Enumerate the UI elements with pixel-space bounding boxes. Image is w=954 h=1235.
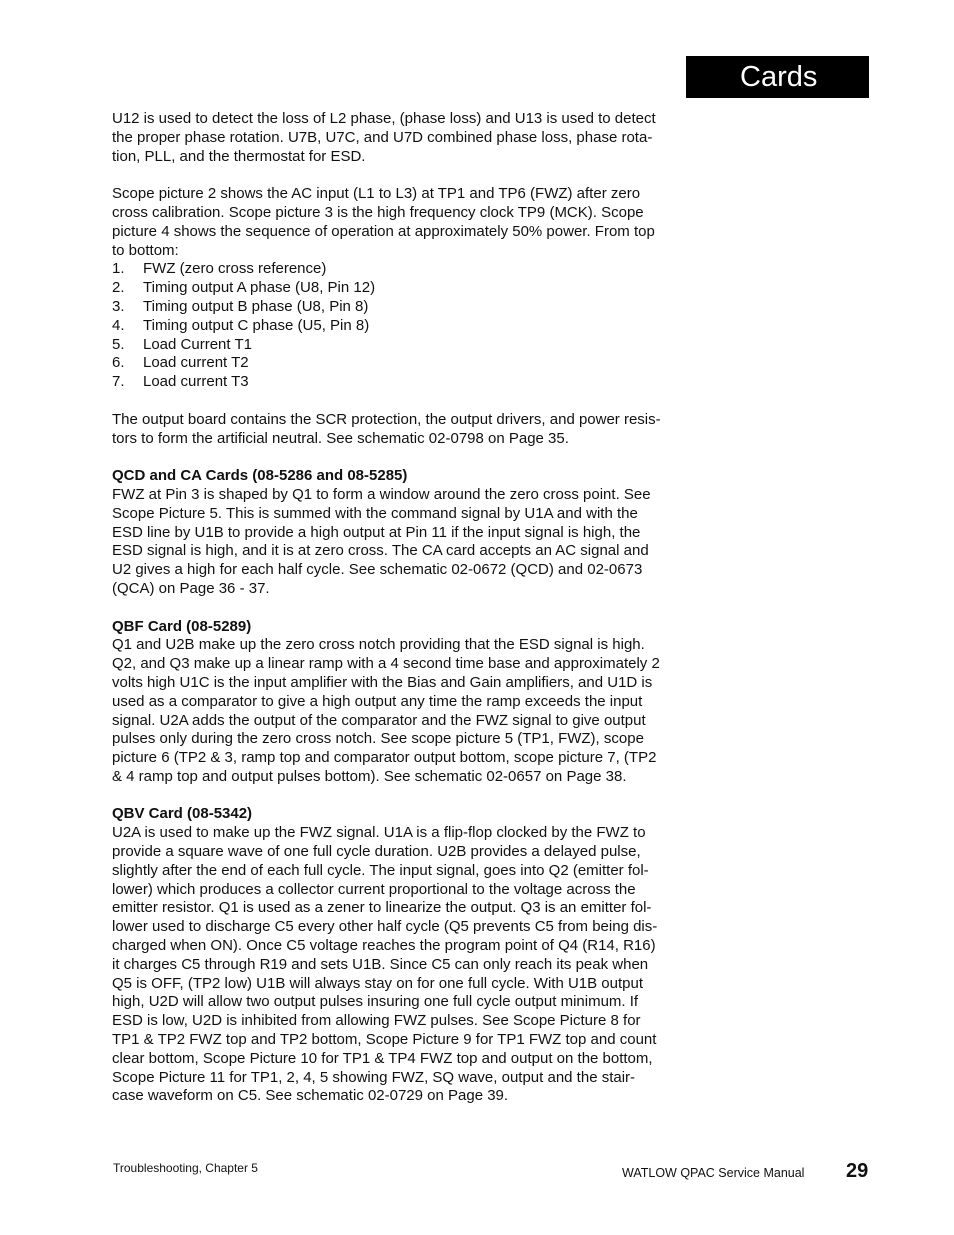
intro-paragraph-3 — [112, 411, 688, 449]
text-line: tors to form the artificial neutral. See schematic 02-0798 on Page 35. — [112, 429, 569, 447]
text-line: clear bottom, Scope Picture 10 for TP1 & TP4 FWZ top and output on the bottom, — [112, 1049, 653, 1067]
text-line: pulses only during the zero cross notch. See scope picture 5 (TP1, FWZ), scope — [112, 730, 644, 748]
section-heading: QCD and CA Cards (08-5286 and 08-5285) — [112, 467, 408, 485]
footer-chapter: Troubleshooting, Chapter 5 — [113, 1161, 258, 1175]
list-number: 6. — [112, 354, 125, 372]
text-line: volts high U1C is the input amplifier with the Bias and Gain amplifiers, and U1D is — [112, 673, 653, 691]
text-line: ESD line by U1B to provide a high output at Pin 11 if the input signal is high, the — [112, 523, 641, 541]
list-text: Timing output B phase (U8, Pin 8) — [143, 297, 369, 315]
list-item — [112, 354, 688, 373]
list-number: 1. — [112, 260, 125, 278]
list-number: 3. — [112, 297, 125, 315]
intro-paragraph-1 — [112, 110, 688, 166]
text-line: provide a square wave of one full cycle duration. U2B provides a delayed pulse, — [112, 843, 641, 861]
text-line: Scope Picture 5. This is summed with the command signal by U1A and with the — [112, 504, 638, 522]
intro-paragraph-2 — [112, 185, 688, 260]
text-line: to bottom: — [112, 241, 179, 259]
text-line: it charges C5 through R19 and sets U1B. Since C5 can only reach its peak when — [112, 955, 649, 973]
list-text: Load current T2 — [143, 354, 249, 372]
section-paragraph — [112, 824, 688, 1106]
list-item — [112, 336, 688, 355]
list-item — [112, 373, 688, 392]
footer-manual-title: WATLOW QPAC Service Manual — [622, 1166, 805, 1180]
text-line: case waveform on C5. See schematic 02-0729 on Page 39. — [112, 1087, 509, 1105]
text-line: high, U2D will allow two output pulses insuring one full cycle output minimum. If — [112, 993, 639, 1011]
list-number: 5. — [112, 335, 125, 353]
text-line: & 4 ramp top and output pulses bottom). See schematic 02-0657 on Page 38. — [112, 767, 627, 785]
text-line: charged when ON). Once C5 voltage reaches the program point of Q4 (R14, R16) — [112, 937, 656, 955]
section-qbv — [112, 805, 688, 1106]
list-text: FWZ (zero cross reference) — [143, 260, 327, 278]
text-line: used as a comparator to give a high output any time the ramp exceeds the input — [112, 692, 643, 710]
text-line: picture 6 (TP2 & 3, ramp top and comparator output bottom, scope picture 7, (TP2 — [112, 749, 657, 767]
text-line: tion, PLL, and the thermostat for ESD. — [112, 147, 366, 165]
section-qbf — [112, 618, 688, 787]
list-item — [112, 279, 688, 298]
text-line: slightly after the end of each full cycle. The input signal, goes into Q2 (emitter fol- — [112, 861, 649, 879]
page-number: 29 — [846, 1160, 869, 1182]
section-qcd-ca — [112, 467, 688, 599]
text-line: cross calibration. Scope picture 3 is the high frequency clock TP9 (MCK). Scope — [112, 203, 644, 221]
text-line: ESD signal is high, and it is at zero cross. The CA card accepts an AC signal and — [112, 542, 649, 560]
text-line: Q1 and U2B make up the zero cross notch providing that the ESD signal is high. — [112, 636, 645, 654]
list-text: Timing output A phase (U8, Pin 12) — [143, 279, 376, 297]
text-line: TP1 & TP2 FWZ top and TP2 bottom, Scope Picture 9 for TP1 FWZ top and count — [112, 1031, 657, 1049]
list-text: Load Current T1 — [143, 335, 252, 353]
text-line: Q5 is OFF, (TP2 low) U1B will always stay on for one full cycle. With U1B output — [112, 974, 644, 992]
text-line: The output board contains the SCR protection, the output drivers, and power resis- — [112, 410, 661, 428]
section-paragraph — [112, 636, 688, 786]
text-line: signal. U2A adds the output of the comparator and the FWZ signal to give output — [112, 711, 646, 729]
text-line: Q2, and Q3 make up a linear ramp with a 4 second time base and approximately 2 — [112, 655, 660, 673]
list-number: 2. — [112, 279, 125, 297]
text-line: FWZ at Pin 3 is shaped by Q1 to form a window around the zero cross point. See — [112, 485, 651, 503]
sequence-list — [112, 260, 688, 392]
text-line: emitter resistor. Q1 is used as a zener to linearize the output. Q3 is an emitter fol- — [112, 899, 652, 917]
text-line: the proper phase rotation. U7B, U7C, and U7D combined phase loss, phase rota- — [112, 128, 653, 146]
list-text: Timing output C phase (U5, Pin 8) — [143, 316, 370, 334]
section-heading: QBV Card (08-5342) — [112, 805, 253, 823]
text-line: U12 is used to detect the loss of L2 phase, (phase loss) and U13 is used to detect — [112, 110, 656, 127]
text-line: picture 4 shows the sequence of operation at approximately 50% power. From top — [112, 222, 655, 240]
list-number: 4. — [112, 316, 125, 334]
text-line: lower used to discharge C5 every other half cycle (Q5 prevents C5 from being dis- — [112, 918, 658, 936]
list-item — [112, 298, 688, 317]
text-line: lower) which produces a collector current proportional to the voltage across the — [112, 880, 636, 898]
section-title-tab: Cards — [686, 56, 869, 98]
text-line: Scope picture 2 shows the AC input (L1 to L3) at TP1 and TP6 (FWZ) after zero — [112, 185, 641, 203]
text-line: ESD is low, U2D is inhibited from allowing FWZ pulses. See Scope Picture 8 for — [112, 1012, 641, 1030]
text-line: U2A is used to make up the FWZ signal. U1A is a flip-flop clocked by the FWZ to — [112, 824, 646, 842]
page-body — [112, 110, 688, 1106]
section-heading: QBF Card (08-5289) — [112, 617, 252, 635]
section-paragraph — [112, 486, 688, 599]
list-item — [112, 260, 688, 279]
text-line: U2 gives a high for each half cycle. See schematic 02-0672 (QCD) and 02-0673 — [112, 561, 643, 579]
text-line: (QCA) on Page 36 - 37. — [112, 579, 270, 597]
list-item — [112, 317, 688, 336]
list-text: Load current T3 — [143, 373, 249, 391]
text-line: Scope Picture 11 for TP1, 2, 4, 5 showing FWZ, SQ wave, output and the stair- — [112, 1068, 636, 1086]
list-number: 7. — [112, 373, 125, 391]
